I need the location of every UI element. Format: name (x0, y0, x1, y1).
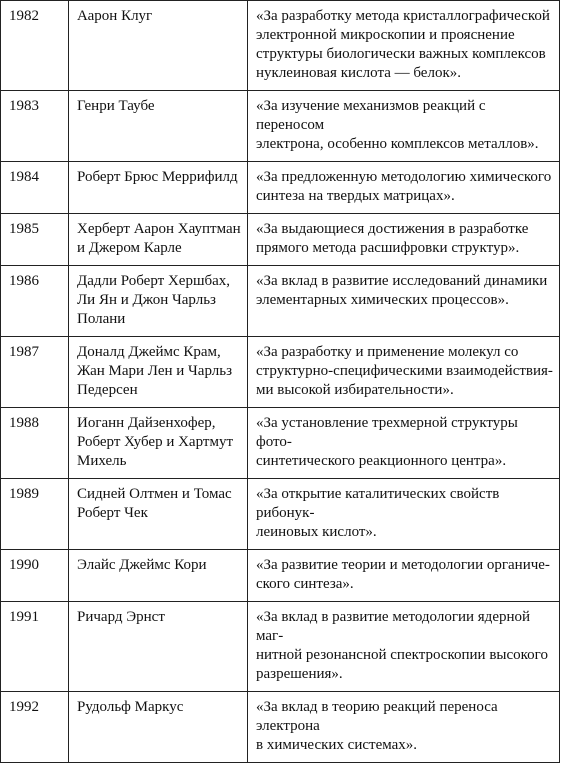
year-cell: 1983 (1, 91, 69, 162)
motivation-cell: «За разработку и применение молекул со структурно-специфическими взаимодействия- ми высокой избирательности». (248, 337, 560, 408)
laureates-cell: Херберт Аарон Хауптман и Джером Карле (69, 214, 248, 266)
table-row (1, 550, 560, 602)
table-row (1, 692, 560, 763)
motivation-cell: «За предложенную методологию химического синтеза на твердых матрицах». (248, 162, 560, 214)
year-cell: 1985 (1, 214, 69, 266)
motivation-cell: «За установление трехмерной структуры фото- синтетического реакционного центра». (248, 408, 560, 479)
laureates-cell: Рудольф Маркус (69, 692, 248, 763)
laureates-cell: Аарон Клуг (69, 1, 248, 91)
year-cell: 1986 (1, 266, 69, 337)
table-row (1, 337, 560, 408)
motivation-cell: «За вклад в развитие методологии ядерной маг- нитной резонансной спектроскопии высокого разрешения». (248, 602, 560, 692)
laureates-cell: Роберт Брюс Меррифилд (69, 162, 248, 214)
laureates-cell: Сидней Олтмен и Томас Роберт Чек (69, 479, 248, 550)
motivation-cell: «За вклад в теорию реакций переноса электрона в химических системах». (248, 692, 560, 763)
motivation-cell: «За развитие теории и методологии органиче- ского синтеза». (248, 550, 560, 602)
table-row (1, 214, 560, 266)
table-row (1, 479, 560, 550)
year-cell: 1991 (1, 602, 69, 692)
laureates-cell: Элайс Джеймс Кори (69, 550, 248, 602)
table-row (1, 91, 560, 162)
laureates-cell: Дадли Роберт Хершбах, Ли Ян и Джон Чарльз Полани (69, 266, 248, 337)
laureates-cell: Доналд Джеймс Крам, Жан Мари Лен и Чарльз Педерсен (69, 337, 248, 408)
motivation-cell: «За изучение механизмов реакций с переносом электрона, особенно комплексов металлов». (248, 91, 560, 162)
table-row (1, 602, 560, 692)
year-cell: 1989 (1, 479, 69, 550)
laureates-cell: Ричард Эрнст (69, 602, 248, 692)
year-cell: 1987 (1, 337, 69, 408)
motivation-cell: «За вклад в развитие исследований динамики элементарных химических процессов». (248, 266, 560, 337)
table-row (1, 266, 560, 337)
table-row (1, 408, 560, 479)
year-cell: 1992 (1, 692, 69, 763)
table-row (1, 162, 560, 214)
motivation-cell: «За разработку метода кристаллографической электронной микроскопии и прояснение структуры биологически важных комплексов нуклеиновая кислота — белок». (248, 1, 560, 91)
year-cell: 1984 (1, 162, 69, 214)
year-cell: 1982 (1, 1, 69, 91)
motivation-cell: «За выдающиеся достижения в разработке прямого метода расшифровки структур». (248, 214, 560, 266)
year-cell: 1990 (1, 550, 69, 602)
table-row (1, 1, 560, 91)
table-body (1, 1, 560, 763)
year-cell: 1988 (1, 408, 69, 479)
motivation-cell: «За открытие каталитических свойств рибонук- леиновых кислот». (248, 479, 560, 550)
laureates-cell: Генри Таубе (69, 91, 248, 162)
laureates-cell: Иоганн Дайзенхофер, Роберт Хубер и Хартмут Михель (69, 408, 248, 479)
